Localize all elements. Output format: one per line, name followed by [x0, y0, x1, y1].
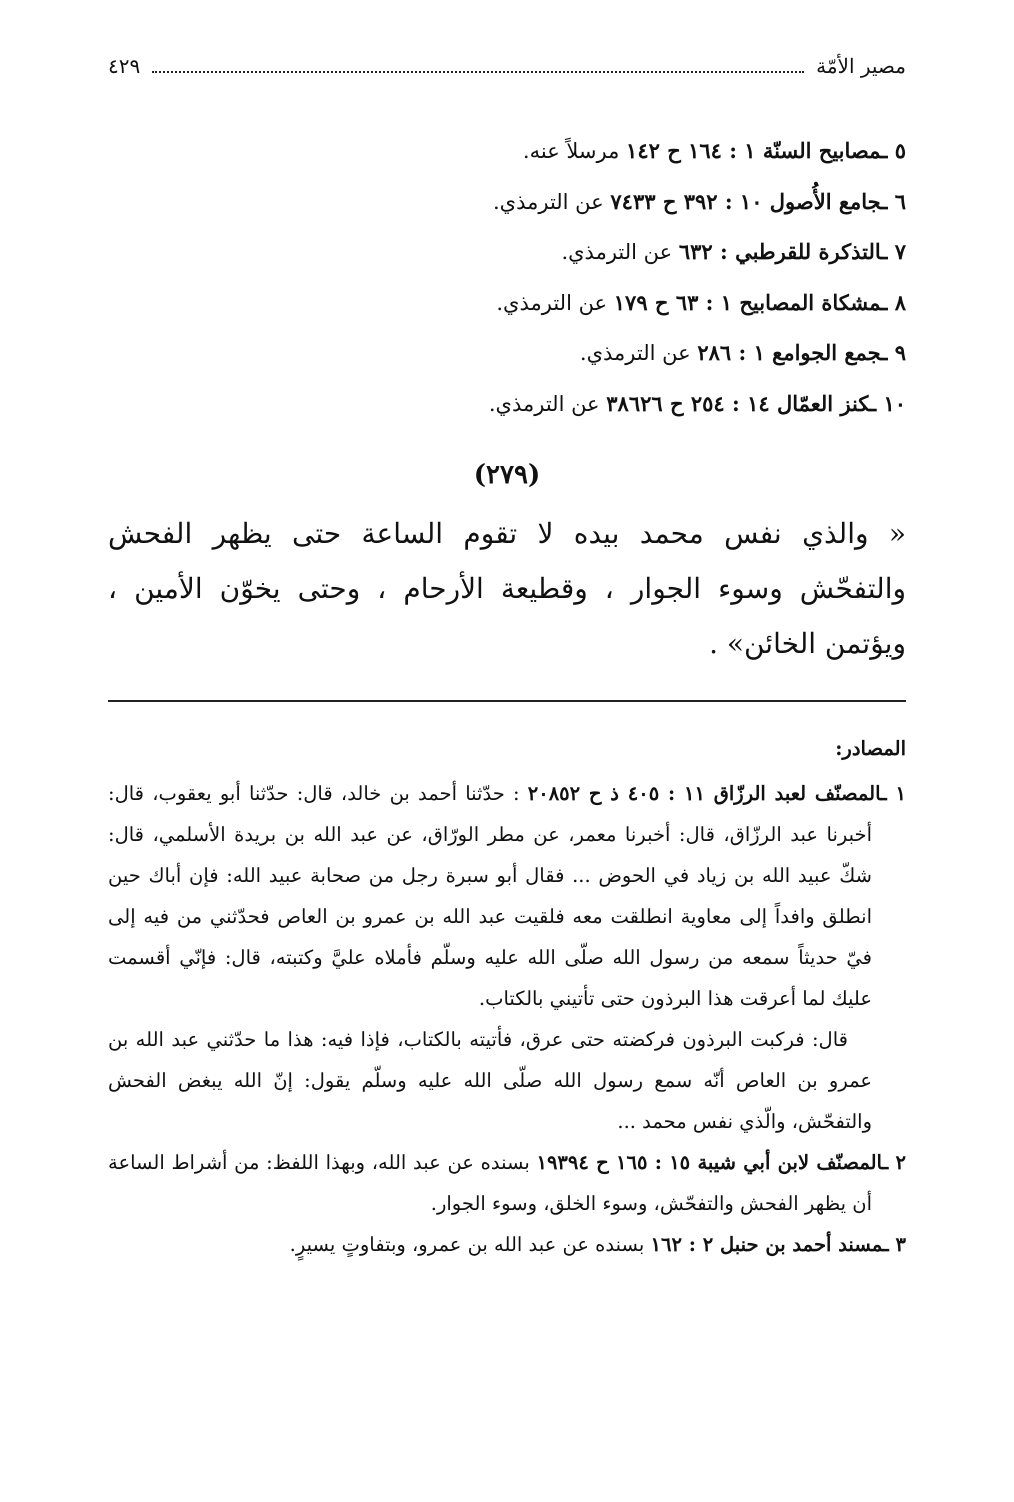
reference-item: ٩ ـجمع الجوامع ١ : ٢٨٦ عن الترمذي.	[579, 340, 906, 365]
reference-item: ٥ ـمصابيح السنّة ١ : ١٦٤ ح ١٤٢ مرسلاً عنه.	[522, 138, 906, 163]
reference-item: ٧ ـالتذكرة للقرطبي : ٦٣٢ عن الترمذي.	[561, 239, 906, 264]
previous-hadith-references	[346, 126, 906, 429]
source-continuation: قال: فركبت البرذون فركضته حتى عرق، فأتيته بالكتاب، فإذا فيه: هذا ما حدّثني عبد الله بن عمرو بن العاص أنّه سمع رسول الله صلّى الله عليه وسلّم يقول: إنّ الله يبغض الفحش والتفحّش، والّذي نفس محمد ...	[108, 1028, 872, 1133]
header-dot-leader	[152, 59, 804, 73]
running-header	[108, 46, 906, 86]
source-item: ٢ ـالمصنّف لابن أبي شيبة ١٥ : ١٦٥ ح ١٩٣٩٤ بسنده عن عبد الله، وبهذا اللفظ: من أشراط الساعة أن يظهر الفحش والتفحّش، وسوء الخلق، وسوء الجوار.	[108, 1151, 906, 1215]
sources-heading: المصادر:	[835, 737, 906, 760]
reference-item: ٦ ـجامع الأُصول ١٠ : ٣٩٢ ح ٧٤٣٣ عن الترمذي.	[492, 188, 906, 214]
sources-section	[108, 728, 906, 1265]
reference-item: ١٠ ـكنز العمّال ١٤ : ٢٥٤ ح ٣٨٦٢٦ عن الترمذي.	[488, 390, 906, 416]
source-item: ١ ـالمصنّف لعبد الرزّاق ١١ : ٤٠٥ ذ ح ٢٠٨٥٢ : حدّثنا أحمد بن خالد، قال: حدّثنا أبو يعقوب، قال: أخبرنا عبد الرزّاق، قال: أخبرنا معمر، عن مطر الورّاق، عن عبد الله بن بريدة الأسلمي، قال: شكّ عبيد الله بن زياد في الحوض ... فقال أبو سبرة رجل من صحابة عبيد الله: فإن أباك حين انطلق وافداً إلى معاوية انطلقت معه فلقيت عبد الله بن عمرو بن العاص فحدّثني من فيه إلى فيّ حديثاً سمعه من رسول الله صلّى الله عليه وسلّم فأملاه عليَّ وكتبته، قال: فإنّي أقسمت عليك لما أعرقت هذا البرذون حتى تأتيني بالكتاب.	[108, 782, 907, 1010]
page-number: ٤٢٩	[108, 54, 141, 78]
hadith-number: (٢٧٩)	[473, 460, 541, 490]
book-title: مصير الأمّة	[816, 54, 906, 78]
hadith-text: « والذي نفس محمد بيده لا تقوم الساعة حتى يظهر الفحش والتفحّش وسوء الجوار ، وقطيعة الأرحام ، وحتى يخوّن الأمين ، ويؤتمن الخائن» .	[108, 517, 906, 660]
source-item: ٣ ـمسند أحمد بن حنبل ٢ : ١٦٢ بسنده عن عبد الله بن عمرو، وبتفاوتٍ يسيرٍ.	[289, 1233, 906, 1256]
footnote-divider	[108, 700, 906, 702]
reference-item: ٨ ـمشكاة المصابيح ١ : ٦٣ ح ١٧٩ عن الترمذي.	[496, 289, 906, 315]
